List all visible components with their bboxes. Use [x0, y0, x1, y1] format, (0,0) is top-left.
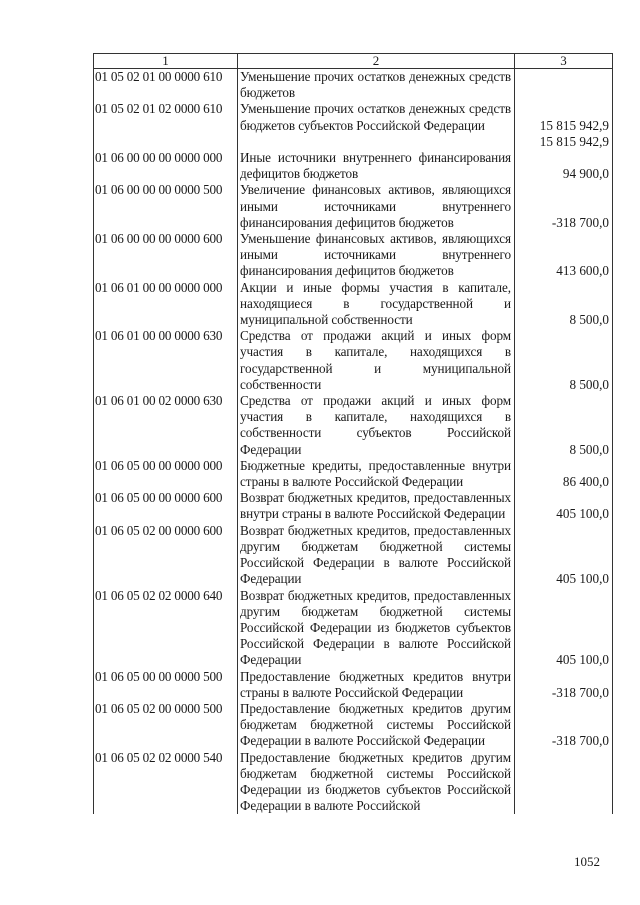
- budget-code-cell: [94, 134, 238, 150]
- budget-code-cell: 01 06 05 02 02 0000 540: [94, 750, 238, 815]
- amount-cell: 405 100,0: [515, 490, 613, 522]
- table-row: [94, 701, 613, 750]
- budget-code-cell: 01 05 02 01 00 0000 610: [94, 69, 238, 102]
- amount-cell: -318 700,0: [515, 701, 613, 750]
- table-row: [94, 150, 613, 182]
- description-cell: Средства от продажи акций и иных форм участия в капитале, находящихся в государственной и муниципальной собственности: [238, 328, 515, 393]
- table-row: [94, 182, 613, 231]
- table-row: [94, 101, 613, 133]
- column-header-3: 3: [515, 54, 613, 69]
- budget-code-cell: 01 06 00 00 00 0000 500: [94, 182, 238, 231]
- description-cell: Уменьшение прочих остатков денежных средств бюджетов: [238, 69, 515, 102]
- budget-code-cell: 01 06 01 00 00 0000 630: [94, 328, 238, 393]
- description-cell: Предоставление бюджетных кредитов другим бюджетам бюджетной системы Российской Федерации в валюте Российской Федерации: [238, 701, 515, 750]
- description-cell: Бюджетные кредиты, предоставленные внутри страны в валюте Российской Федерации: [238, 458, 515, 490]
- table-row: [94, 669, 613, 701]
- amount-cell: 8 500,0: [515, 393, 613, 458]
- table-body: [94, 69, 613, 815]
- budget-code-cell: 01 06 05 00 00 0000 600: [94, 490, 238, 522]
- amount-cell: 405 100,0: [515, 588, 613, 669]
- page-number: 1052: [574, 854, 600, 869]
- description-cell: Уменьшение финансовых активов, являющихся иными источниками внутреннего финансирования дефицитов бюджетов: [238, 231, 515, 280]
- budget-code-cell: 01 06 01 00 00 0000 000: [94, 280, 238, 329]
- description-cell: Возврат бюджетных кредитов, предоставленных внутри страны в валюте Российской Федерации: [238, 490, 515, 522]
- table-row: [94, 69, 613, 102]
- amount-cell: -318 700,0: [515, 182, 613, 231]
- table-row: [94, 750, 613, 815]
- amount-cell: 413 600,0: [515, 231, 613, 280]
- table-row: [94, 458, 613, 490]
- amount-cell: [515, 750, 613, 815]
- amount-cell: 8 500,0: [515, 280, 613, 329]
- table-row: [94, 523, 613, 588]
- table-row: [94, 231, 613, 280]
- amount-cell: 405 100,0: [515, 523, 613, 588]
- table-header: [94, 54, 613, 69]
- budget-code-cell: 01 06 05 00 00 0000 500: [94, 669, 238, 701]
- budget-code-cell: 01 06 05 02 00 0000 500: [94, 701, 238, 750]
- budget-code-cell: 01 05 02 01 02 0000 610: [94, 101, 238, 133]
- description-cell: Возврат бюджетных кредитов, предоставленных другим бюджетам бюджетной системы Российской Федерации из бюджетов субъектов Российской Федерации в валюте Российской Федерации: [238, 588, 515, 669]
- header-row: [94, 54, 613, 69]
- amount-cell: 8 500,0: [515, 328, 613, 393]
- table-row: [94, 328, 613, 393]
- budget-code-cell: 01 06 05 02 02 0000 640: [94, 588, 238, 669]
- amount-cell: 15 815 942,9: [515, 101, 613, 133]
- amount-cell: [515, 69, 613, 102]
- amount-cell: -318 700,0: [515, 669, 613, 701]
- description-cell: [238, 134, 515, 150]
- budget-code-cell: 01 06 05 00 00 0000 000: [94, 458, 238, 490]
- budget-code-cell: 01 06 00 00 00 0000 000: [94, 150, 238, 182]
- amount-cell: 15 815 942,9: [515, 134, 613, 150]
- table-row: [94, 588, 613, 669]
- description-cell: Средства от продажи акций и иных форм участия в капитале, находящихся в собственности субъектов Российской Федерации: [238, 393, 515, 458]
- description-cell: Уменьшение прочих остатков денежных средств бюджетов субъектов Российской Федерации: [238, 101, 515, 133]
- description-cell: Возврат бюджетных кредитов, предоставленных другим бюджетам бюджетной системы Российской Федерации в валюте Российской Федерации: [238, 523, 515, 588]
- table-row: [94, 393, 613, 458]
- budget-sources-table: [93, 53, 613, 814]
- table-row: [94, 134, 613, 150]
- amount-cell: 94 900,0: [515, 150, 613, 182]
- description-cell: Увеличение финансовых активов, являющихся иными источниками внутреннего финансирования дефицитов бюджетов: [238, 182, 515, 231]
- description-cell: Иные источники внутреннего финансирования дефицитов бюджетов: [238, 150, 515, 182]
- budget-code-cell: 01 06 01 00 02 0000 630: [94, 393, 238, 458]
- budget-code-cell: 01 06 00 00 00 0000 600: [94, 231, 238, 280]
- description-cell: Предоставление бюджетных кредитов другим бюджетам бюджетной системы Российской Федерации из бюджетов субъектов Российской Федерации в валюте Российской: [238, 750, 515, 815]
- table-row: [94, 490, 613, 522]
- column-header-1: 1: [94, 54, 238, 69]
- description-cell: Предоставление бюджетных кредитов внутри страны в валюте Российской Федерации: [238, 669, 515, 701]
- budget-code-cell: 01 06 05 02 00 0000 600: [94, 523, 238, 588]
- column-header-2: 2: [238, 54, 515, 69]
- amount-cell: 86 400,0: [515, 458, 613, 490]
- table-row: [94, 280, 613, 329]
- description-cell: Акции и иные формы участия в капитале, находящиеся в государственной и муниципальной собственности: [238, 280, 515, 329]
